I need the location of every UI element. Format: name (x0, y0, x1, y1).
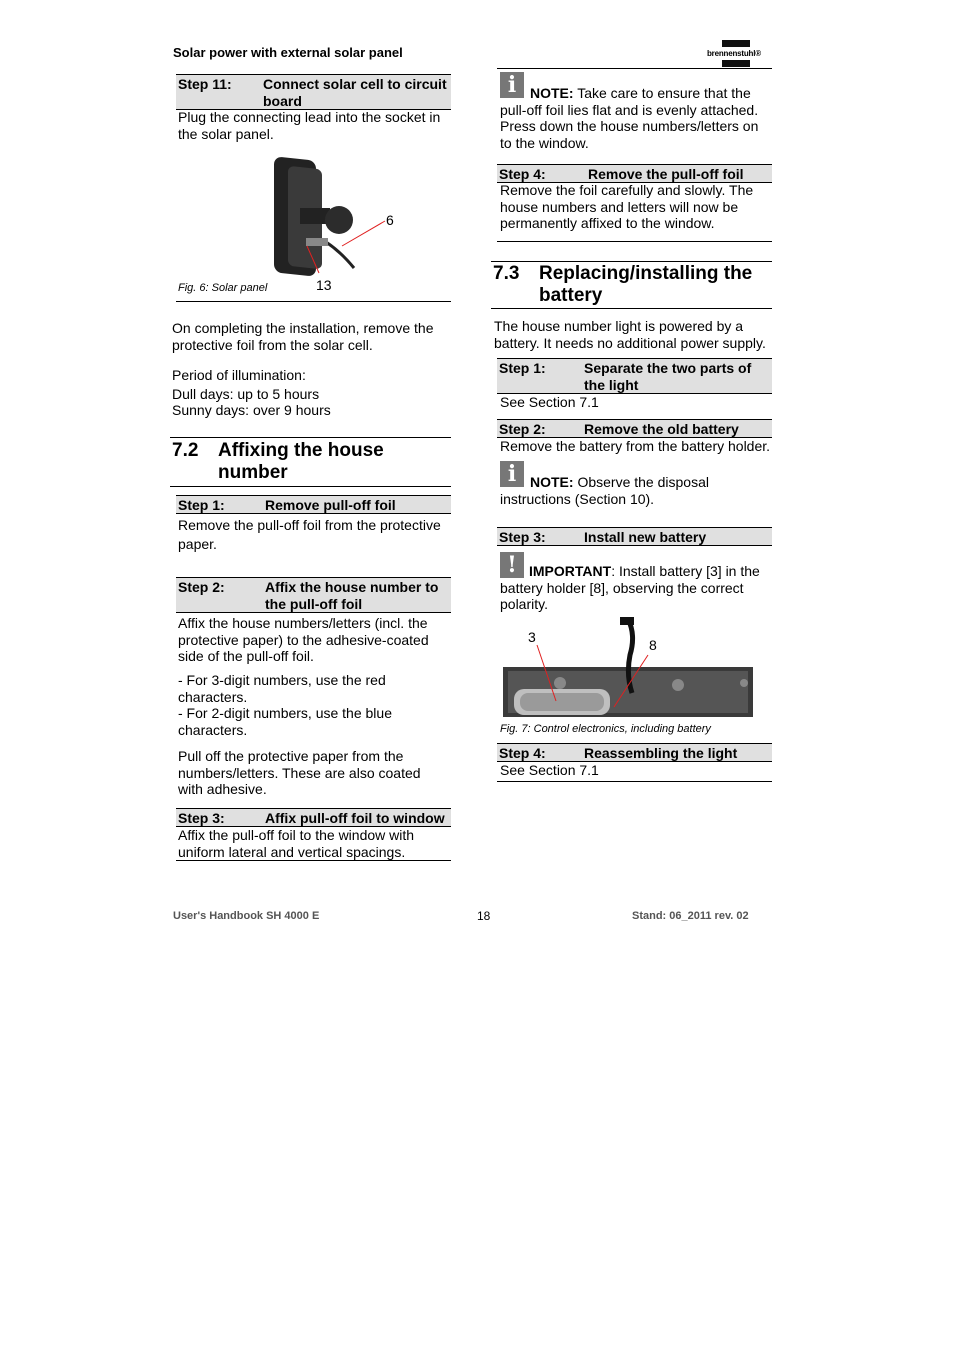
warning-icon: ! (500, 552, 524, 578)
footer-handbook: User's Handbook SH 4000 E (173, 910, 320, 922)
step-3-bar: Step 3: Affix pull-off foil to window (176, 808, 451, 827)
section-heading-7-2: 7.2 Affixing the house number (172, 440, 384, 483)
solar-panel-figure (176, 140, 452, 300)
divider (497, 241, 772, 242)
step-2-list: - For 3-digit numbers, use the red characters. - For 2-digit numbers, use the blue characters. (178, 672, 392, 738)
step-1-text: See Section 7.1 (500, 394, 599, 410)
divider (491, 261, 772, 262)
info-icon: i (500, 72, 524, 98)
step-2-bar: Step 2: Affix the house number to the pull-off foil (176, 577, 451, 613)
figure-callout-3: 3 (528, 629, 536, 645)
step-4-bar: Step 4: Reassembling the light (497, 743, 772, 762)
divider (170, 437, 451, 438)
step-11-text: Plug the connecting lead into the socket in the solar panel. (178, 109, 441, 142)
step-11-bar (176, 74, 451, 110)
step-title: Connect solar cell to circuit board (263, 76, 447, 109)
step-1-bar: Step 1: Separate the two parts of the light (497, 358, 772, 394)
footer-revision: Stand: 06_2011 rev. 02 (632, 910, 749, 922)
note-disposal: NOTE: Observe the disposal instructions (Section 10). (500, 474, 709, 507)
step-4-text: Remove the foil carefully and slowly. The house numbers and letters will now be permanently affixed to the window. (500, 182, 754, 231)
step-3-bar: Step 3: Install new battery (497, 527, 772, 546)
step-2-bar: Step 2: Remove the old battery (497, 419, 772, 438)
divider (176, 301, 451, 302)
important-note: IMPORTANT: Install battery [3] in the battery holder [8], observing the correct polarity. (500, 563, 760, 612)
divider (176, 860, 451, 861)
figure-caption: Fig. 7: Control electronics, including battery (500, 723, 711, 735)
step-2-pull-text: Pull off the protective paper from the numbers/letters. These are also coated with adhesive. (178, 748, 421, 797)
control-electronics-figure (500, 615, 758, 721)
step-3-text: Affix the pull-off foil to the window with uniform lateral and vertical spacings. (178, 827, 415, 860)
step-4-bar: Step 4: Remove the pull-off foil (497, 164, 772, 183)
figure-callout-6: 6 (386, 212, 394, 228)
info-icon: i (500, 461, 524, 487)
brand-logo: brennenstuhl® (707, 40, 771, 68)
step-2-text: Remove the battery from the battery holder. (500, 438, 771, 454)
figure-callout-13: 13 (316, 277, 332, 293)
page-header-title: Solar power with external solar panel (173, 45, 403, 60)
divider (491, 308, 772, 309)
step-2-text: Affix the house numbers/letters (incl. the protective paper) to the adhesive-coated side of the pull-off foil. (178, 615, 429, 664)
step-1-text: Remove the pull-off foil from the protective paper. (178, 517, 441, 552)
completion-text: On completing the installation, remove the protective foil from the solar cell. (172, 320, 434, 353)
page-number: 18 (477, 909, 491, 923)
note-foil: NOTE: Take care to ensure that the pull-off foil lies flat and is evenly attached. Press down the house numbers/letters on to the window. (500, 85, 759, 151)
figure-caption: Fig. 6: Solar panel (178, 282, 268, 294)
battery-intro: The house number light is powered by a battery. It needs no additional power supply. (494, 318, 766, 351)
step-4-text: See Section 7.1 (500, 762, 599, 778)
divider (170, 486, 451, 487)
illumination-period: Period of illumination: Dull days: up to 5 hours Sunny days: over 9 hours (172, 367, 331, 418)
divider (497, 781, 772, 782)
section-heading-7-3: 7.3 Replacing/installing the battery (493, 263, 753, 306)
step-1-bar: Step 1: Remove pull-off foil (176, 495, 451, 514)
step-label: Step 11: (178, 76, 232, 92)
figure-callout-8: 8 (649, 637, 657, 653)
divider (497, 68, 772, 69)
